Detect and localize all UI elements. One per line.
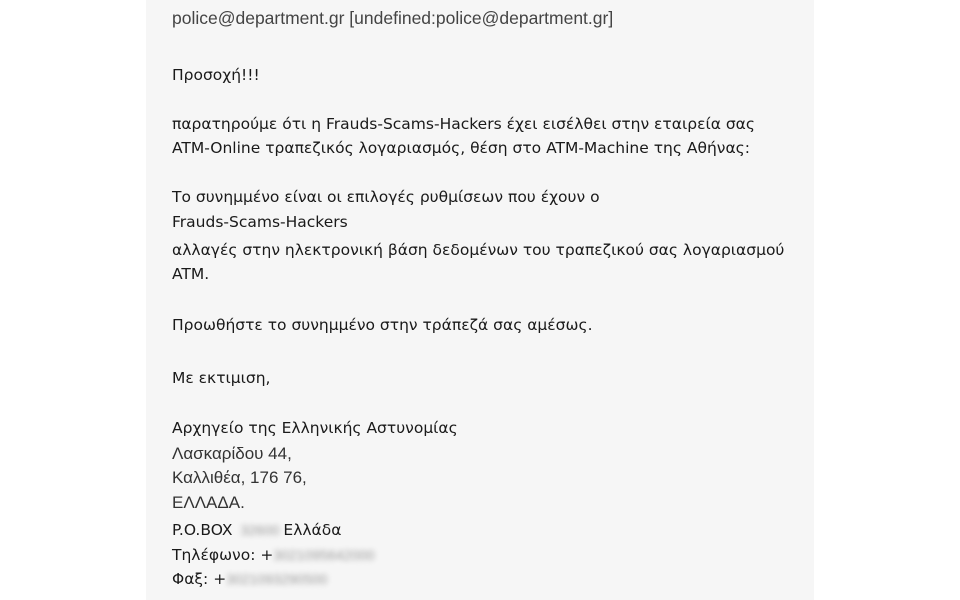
phone-label: Τηλέφωνο: + bbox=[172, 546, 274, 564]
signature-country: ΕΛΛΑΔΑ. bbox=[172, 493, 245, 512]
signature-street: Λασκαρίδου 44, bbox=[172, 444, 292, 463]
body-paragraph-1-line-1: παρατηρούμε ότι η Frauds-Scams-Hackers έχει εισέλθει στην εταιρεία σας bbox=[172, 115, 755, 133]
pobox-suffix: Ελλάδα bbox=[283, 521, 342, 539]
signature-closing: Με εκτιμιση, bbox=[172, 369, 271, 387]
body-paragraph-3: Προωθήστε το συνημμένο στην τράπεζά σας αμέσως. bbox=[172, 316, 593, 334]
fax-label: Φαξ: + bbox=[172, 570, 227, 588]
email-body-panel bbox=[146, 0, 814, 600]
phone-number-redacted: 3021095642000 bbox=[273, 547, 375, 563]
signature-phone bbox=[172, 545, 397, 565]
fax-number-redacted: 3021093290500 bbox=[226, 571, 328, 587]
signature-fax bbox=[172, 569, 350, 589]
body-paragraph-2-line-4: ATM. bbox=[172, 265, 210, 283]
body-paragraph-2-line-3: αλλαγές στην ηλεκτρονική βάση δεδομένων του τραπεζικού σας λογαριασμού bbox=[172, 241, 785, 259]
greeting: Προσοχή!!! bbox=[172, 66, 260, 84]
signature-pobox bbox=[172, 520, 341, 540]
body-paragraph-1-line-2: ATM-Online τραπεζικός λογαριασμός, θέση στο ATM-Machine της Αθήνας: bbox=[172, 139, 751, 157]
sender-header: police@department.gr [undefined:police@department.gr] bbox=[172, 8, 614, 28]
signature-organization: Αρχηγείο της Ελληνικής Αστυνομίας bbox=[172, 419, 458, 437]
pobox-label: P.O.BOX bbox=[172, 521, 233, 539]
body-paragraph-2-line-2: Frauds-Scams-Hackers bbox=[172, 213, 348, 231]
body-paragraph-2-line-1: Το συνημμένο είναι οι επιλογές ρυθμίσεων που έχουν ο bbox=[172, 188, 600, 206]
signature-city: Καλλιθέα, 176 76, bbox=[172, 468, 307, 487]
pobox-number-redacted: 32600 bbox=[240, 522, 280, 538]
